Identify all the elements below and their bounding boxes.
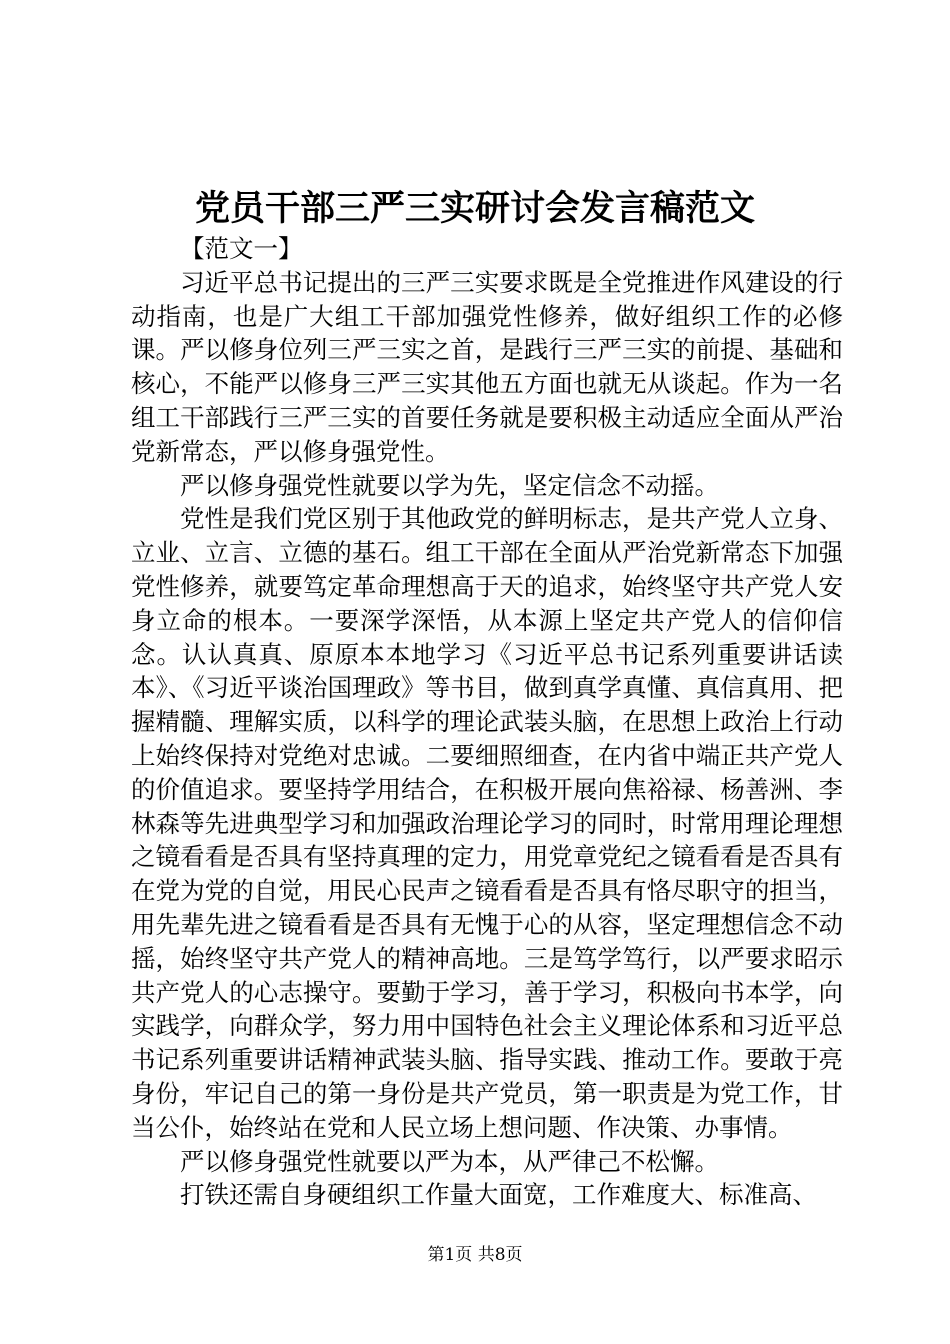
document-body [131,232,843,1212]
paragraph-continued: 打铁还需自身硬组织工作量大面宽，工作难度大、标准高、 [180,1180,817,1210]
document-title: 党员干部三严三实研讨会发言稿范文 [194,188,755,229]
paragraph-intro: 习近平总书记提出的三严三实要求既是全党推进作风建设的行动指南，也是广大组工干部加强党性修养，做好组织工作的必修课。严以修身位列三严三实之首，是践行三严三实的前提、基础和核心，不能严以修身三严三实其他五方面也就无从谈起。作为一名组工干部践行三严三实的首要任务就是要积极主动适应全面从严治党新常态，严以修身强党性。 [131,267,843,466]
section-label: 【范文一】 [180,234,303,263]
paragraph-heading-strict: 严以修身强党性就要以严为本，从严律己不松懈。 [180,1146,719,1176]
paragraph-party-spirit: 党性是我们党区别于其他政党的鲜明标志，是共产党人立身、立业、立言、立德的基石。组工干部在全面从严治党新常态下加强党性修养，就要笃定革命理想高于天的追求，始终坚守共产党人安身立命的根本。一要深学深悟，从本源上坚定共产党人的信仰信念。认认真真、原原本本地学习《习近平总书记系列重要讲话读本》、《习近平谈治国理政》等书目，做到真学真懂、真信真用、把握精髓、理解实质，以科学的理论武装头脑，在思想上政治上行动上始终保持对党绝对忠诚。二要细照细查，在内省中端正共产党人的价值追求。要坚持学用结合，在积极开展向焦裕禄、杨善洲、李林森等先进典型学习和加强政治理论学习的同时，时常用理论理想之镜看看是否具有坚持真理的定力，用党章党纪之镜看看是否具有在党为党的自觉，用民心民声之镜看看是否具有恪尽职守的担当，用先辈先进之镜看看是否具有无愧于心的从容，坚定理想信念不动摇，始终坚守共产党人的精神高地。三是笃学笃行，以严要求昭示共产党人的心志操守。要勤于学习，善于学习，积极向书本学，向实践学，向群众学，努力用中国特色社会主义理论体系和习近平总书记系列重要讲话精神武装头脑、指导实践、推动工作。要敢于亮身份，牢记自己的第一身份是共产党员，第一职责是为党工作，甘当公仆，始终站在党和人民立场上想问题、作决策、办事情。 [131,504,843,1142]
paragraph-heading-study: 严以修身强党性就要以学为先，坚定信念不动摇。 [180,470,719,500]
page-footer: 第1页 共8页 [427,1245,523,1265]
